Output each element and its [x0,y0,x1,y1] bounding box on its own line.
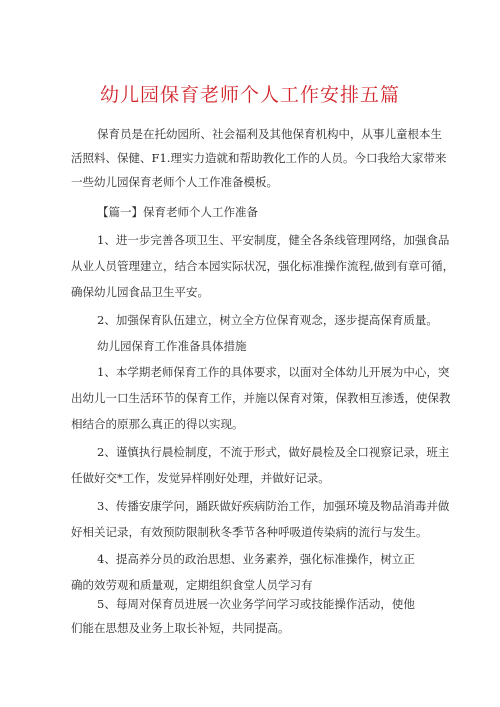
section-heading: 【篇一】保育老师个人工作准备 [97,205,258,219]
paragraph-line: 们能在思想及业务上取长补短，共同提高。 [71,621,290,635]
subsection-heading: 幼儿园保育工作准备具体措施 [97,339,247,353]
paragraph-line: 保育员是在托幼园所、社会福利及其他保育机构中，从事儿童根本生 [97,127,442,141]
paragraph-line: 确的效劳观和质量观，定期组织食堂人员学习有 [71,578,313,592]
paragraph-line: 确保幼儿园食品卫生平安。 [71,285,209,299]
paragraph-line: 好相关记录，有效预防限制秋冬季节各种呼吸道传染病的流行与发生。 [71,525,428,539]
paragraph-line: 一些幼儿园保育老师个人工作准备模板。 [71,175,278,189]
paragraph-line: 活照料、保健、F1.理实力造就和帮助教化工作的人员。今口我给大家带来 [71,151,447,165]
paragraph-line: 任做好交*工作，发觉异样刚好处理，并做好记录。 [71,471,330,485]
paragraph-line: 从业人员管理建立，结合本园实际状况，强化标准操作流程,做到有章可循， [71,259,455,273]
paragraph-line: 2、加强保育队伍建立，树立全方位保育观念，逐步提高保育质量。 [97,313,438,327]
paragraph-line: 出幼儿一口生活环节的保育工作，并施以保育对策，保教相互渗透，使保教 [71,391,451,405]
document-title: 幼儿园保育老师个人工作安排五篇 [99,84,400,106]
paragraph-line: 1、本学期老师保育工作的具体要求，以面对全体幼儿开展为中心，突 [97,365,450,379]
paragraph-line: 1、进一步完善各项卫生、平安制度，健全各条线管理网络，加强食品 [97,233,450,247]
paragraph-line: 3、传播安康学问，踊跃做好疾病防治工作，加强环境及物品消毒并做 [97,499,450,513]
paragraph-line: 5、每周对保育员进展一次业务学问学习或技能操作活动，使他 [97,597,415,611]
paragraph-line: 2、谨慎执行晨检制度，不流于形式，做好晨检及全口视察记录，班主 [97,445,450,459]
paragraph-line: 相结合的原那么真正的得以实现。 [71,417,244,431]
paragraph-line: 4、提高养分员的政治思想、业务素养，强化标准操作，树立正 [97,552,415,566]
